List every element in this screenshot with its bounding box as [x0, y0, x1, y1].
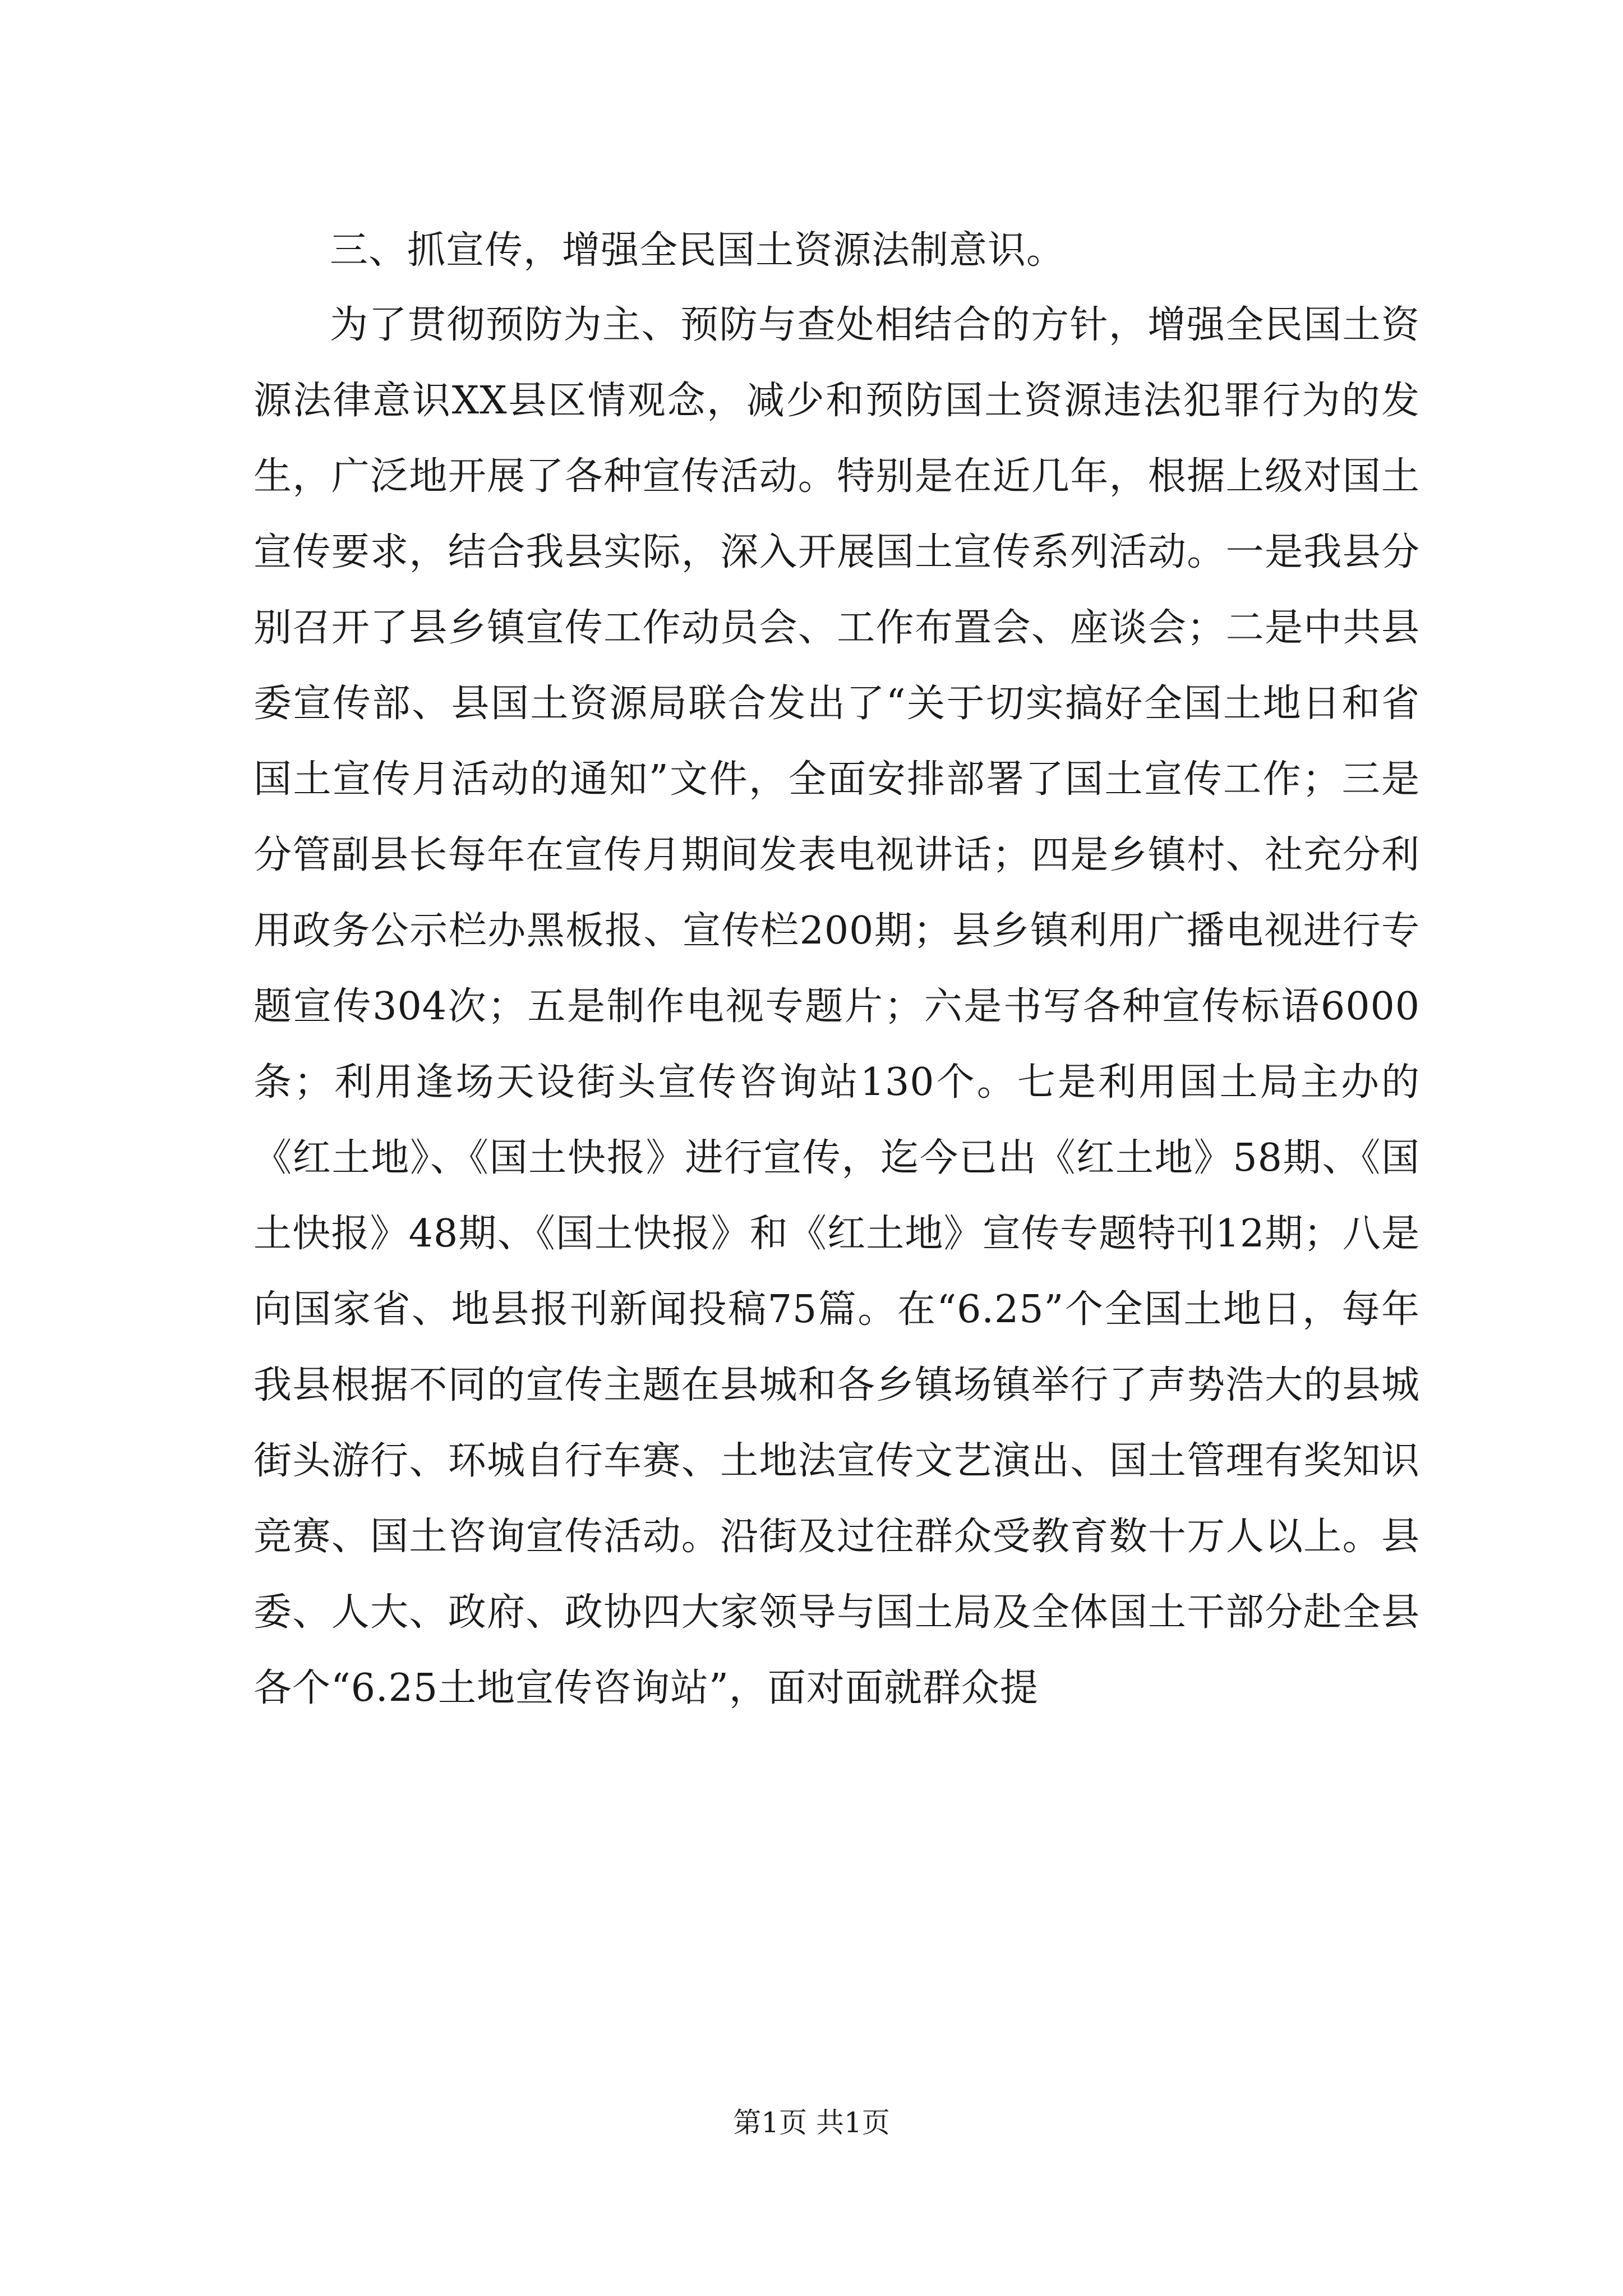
section-heading: 三、抓宣传，增强全民国土资源法制意识。 — [330, 228, 1066, 273]
page-footer: 第1页 共1页 — [733, 2106, 890, 2139]
document-body — [253, 214, 1420, 1726]
body-paragraph: 为了贯彻预防为主、预防与查处相结合的方针，增强全民国土资源法律意识XX县区情观念，减少和预防国土资源违法犯罪行为的发生，广泛地开展了各种宣传活动。特别是在近几年，根据上级对国土宣传要求，结合我县实际，深入开展国土宣传系列活动。一是我县分别召开了县乡镇宣传工作动员会、工作布置会、座谈会；二是中共县委宣传部、县国土资源局联合发出了“关于切实搞好全国土地日和省国土宣传月活动的通知”文件，全面安排部署了国土宣传工作；三是分管副县长每年在宣传月期间发表电视讲话；四是乡镇村、社充分利用政务公示栏办黑板报、宣传栏200期；县乡镇利用广播电视进行专题宣传304次；五是制作电视专题片；六是书写各种宣传标语6000条；利用逢场天设街头宣传咨询站130个。七是利用国土局主办的《红土地》、《国土快报》进行宣传，迄今已出《红土地》58期、《国土快报》48期、《国土快报》和《红土地》宣传专题特刊12期；八是向国家省、地县报刊新闻投稿75篇。在“6.25”个全国土地日，每年我县根据不同的宣传主题在县城和各乡镇场镇举行了声势浩大的县城街头游行、环城自行车赛、土地法宣传文艺演出、国土管理有奖知识竞赛、国土咨询宣传活动。沿街及过往群众受教育数十万人以上。县委、人大、政府、政协四大家领导与国土局及全体国土干部分赴全县各个“6.25土地宣传咨询站”，面对面就群众提 — [253, 303, 1420, 1710]
